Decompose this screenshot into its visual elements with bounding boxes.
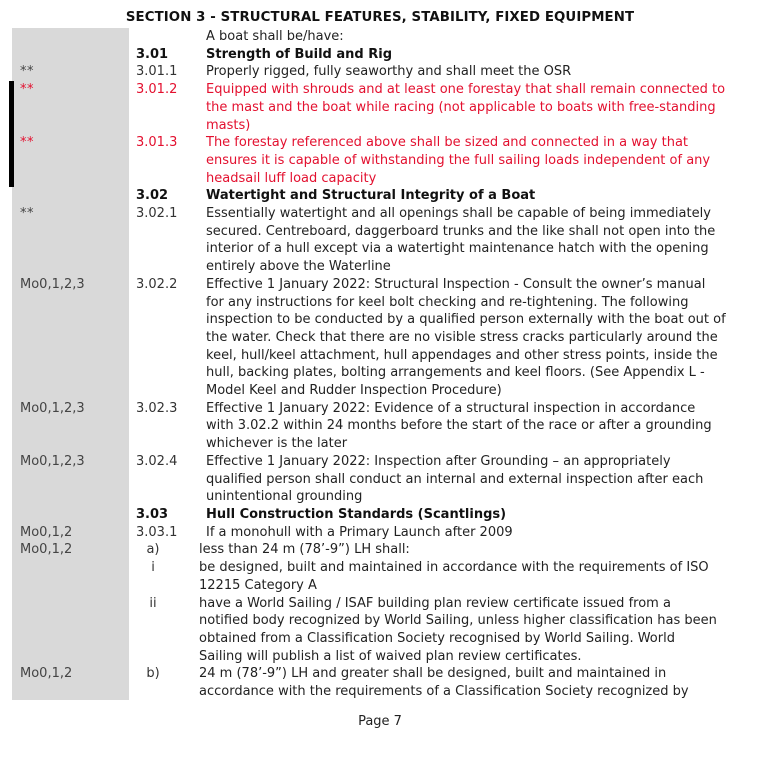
rule-heading: Watertight and Structural Integrity of a Boat bbox=[206, 188, 536, 204]
rule-category: ** bbox=[20, 206, 34, 222]
rule-number bbox=[129, 28, 206, 46]
rule-text: Properly rigged, fully seaworthy and shall meet the OSR bbox=[206, 64, 572, 80]
rule-subitem-row bbox=[0, 665, 760, 700]
rule-text: 24 m (78’-9”) LH and greater shall be designed, built and maintained in accordance with the requirements of a Classification Society recognized by bbox=[199, 666, 689, 700]
rule-number: 3.02.3 bbox=[136, 400, 178, 416]
rule-text: less than 24 m (78’-9”) LH shall: bbox=[199, 542, 410, 558]
rule-heading: Hull Construction Standards (Scantlings) bbox=[206, 506, 507, 522]
rule-heading-row bbox=[0, 46, 760, 64]
rule-category: Mo0,1,2 bbox=[20, 666, 73, 682]
rule-row bbox=[0, 524, 760, 542]
rule-text: Effective 1 January 2022: Evidence of a structural inspection in accordance with 3.02.2 within 24 months before the start of the race or after a grounding whichever is the later bbox=[206, 400, 712, 452]
rule-category: Mo0,1,2,3 bbox=[20, 276, 85, 292]
rule-text: If a monohull with a Primary Launch after 2009 bbox=[206, 524, 513, 540]
rule-row bbox=[0, 400, 760, 453]
rule-row-changed bbox=[0, 81, 760, 134]
rule-heading-row bbox=[0, 187, 760, 205]
rule-text: Effective 1 January 2022: Structural Inspection - Consult the owner’s manual for any instructions for keel bolt checking and re-tightening. The following inspection to be conducted by a qualified person externally with the boat out of the water. Check that there are no visible stress cracks particularly around the keel, hull/keel attachment, hull appendages and other stress points, inside the hull, backing plates, bolting arrangements and keel floors. (See Appendix L - Model Keel and Rudder Inspection Procedure) bbox=[206, 276, 726, 399]
rule-subitem-row bbox=[0, 541, 760, 559]
rule-text: Effective 1 January 2022: Inspection after Grounding – an appropriately qualified person shall conduct an internal and external inspection after each unintentional grounding bbox=[206, 453, 704, 505]
rule-category: ** bbox=[20, 82, 34, 98]
rule-category bbox=[12, 559, 129, 594]
rule-number: 3.02.2 bbox=[136, 276, 178, 292]
rule-category bbox=[12, 46, 129, 64]
rule-category: Mo0,1,2,3 bbox=[20, 453, 85, 469]
rule-row bbox=[0, 63, 760, 81]
rule-row bbox=[0, 28, 760, 46]
rule-category bbox=[12, 28, 129, 46]
rule-text: have a World Sailing / ISAF building plan review certificate issued from a notified body recognized by World Sailing, unless higher classification has been obtained from a Classification Society recognised by World Sailing. World Sailing will publish a list of waived plan review certificates. bbox=[199, 595, 717, 664]
rule-number: 3.01 bbox=[136, 46, 169, 62]
rule-number: 3.02.4 bbox=[136, 453, 178, 469]
rule-text: A boat shall be/have: bbox=[206, 29, 344, 44]
section-title: SECTION 3 - STRUCTURAL FEATURES, STABILITY, FIXED EQUIPMENT bbox=[125, 10, 635, 25]
rule-subitem-label: b) bbox=[146, 666, 160, 682]
rule-subitem-label: ii bbox=[149, 595, 157, 611]
rule-number: 3.01.3 bbox=[136, 135, 178, 151]
rule-subitem-row bbox=[0, 595, 760, 666]
rule-category: ** bbox=[20, 64, 34, 80]
rule-category bbox=[12, 595, 129, 666]
rule-number: 3.02.1 bbox=[136, 206, 178, 222]
rule-category bbox=[12, 506, 129, 524]
rule-subitem-row bbox=[0, 559, 760, 594]
rule-row bbox=[0, 205, 760, 276]
rule-category bbox=[12, 187, 129, 205]
rule-category: Mo0,1,2 bbox=[20, 542, 73, 558]
rule-text: Essentially watertight and all openings shall be capable of being immediately secured. Centreboard, daggerboard trunks and the like shall not open into the interior of a hull except via a watertight maintenance hatch with the opening entirely above the Waterline bbox=[206, 206, 716, 275]
rule-category: Mo0,1,2 bbox=[20, 524, 73, 540]
rule-text: be designed, built and maintained in accordance with the requirements of ISO 12215 Category A bbox=[199, 560, 709, 593]
rule-row-changed bbox=[0, 134, 760, 187]
rule-subitem-label: i bbox=[151, 560, 155, 576]
rule-number: 3.03 bbox=[136, 506, 169, 522]
rule-row bbox=[0, 453, 760, 506]
rule-subitem-label: a) bbox=[146, 542, 160, 558]
rule-category: Mo0,1,2,3 bbox=[20, 400, 85, 416]
rule-number: 3.01.1 bbox=[136, 64, 178, 80]
rule-heading: Strength of Build and Rig bbox=[206, 46, 393, 62]
rule-number: 3.02 bbox=[136, 188, 169, 204]
rule-category: ** bbox=[20, 135, 34, 151]
rule-text: Equipped with shrouds and at least one forestay that shall remain connected to the mast and the boat while racing (not applicable to boats with free-standing masts) bbox=[206, 82, 726, 133]
rule-list bbox=[0, 28, 760, 701]
rule-number: 3.03.1 bbox=[136, 524, 178, 540]
page-number: Page 7 bbox=[358, 714, 402, 729]
rule-heading-row bbox=[0, 506, 760, 524]
rule-text: The forestay referenced above shall be sized and connected in a way that ensures it is capable of withstanding the full sailing loads independent of any headsail luff load capacity bbox=[206, 135, 711, 186]
rule-number: 3.01.2 bbox=[136, 82, 178, 98]
rule-row bbox=[0, 276, 760, 400]
